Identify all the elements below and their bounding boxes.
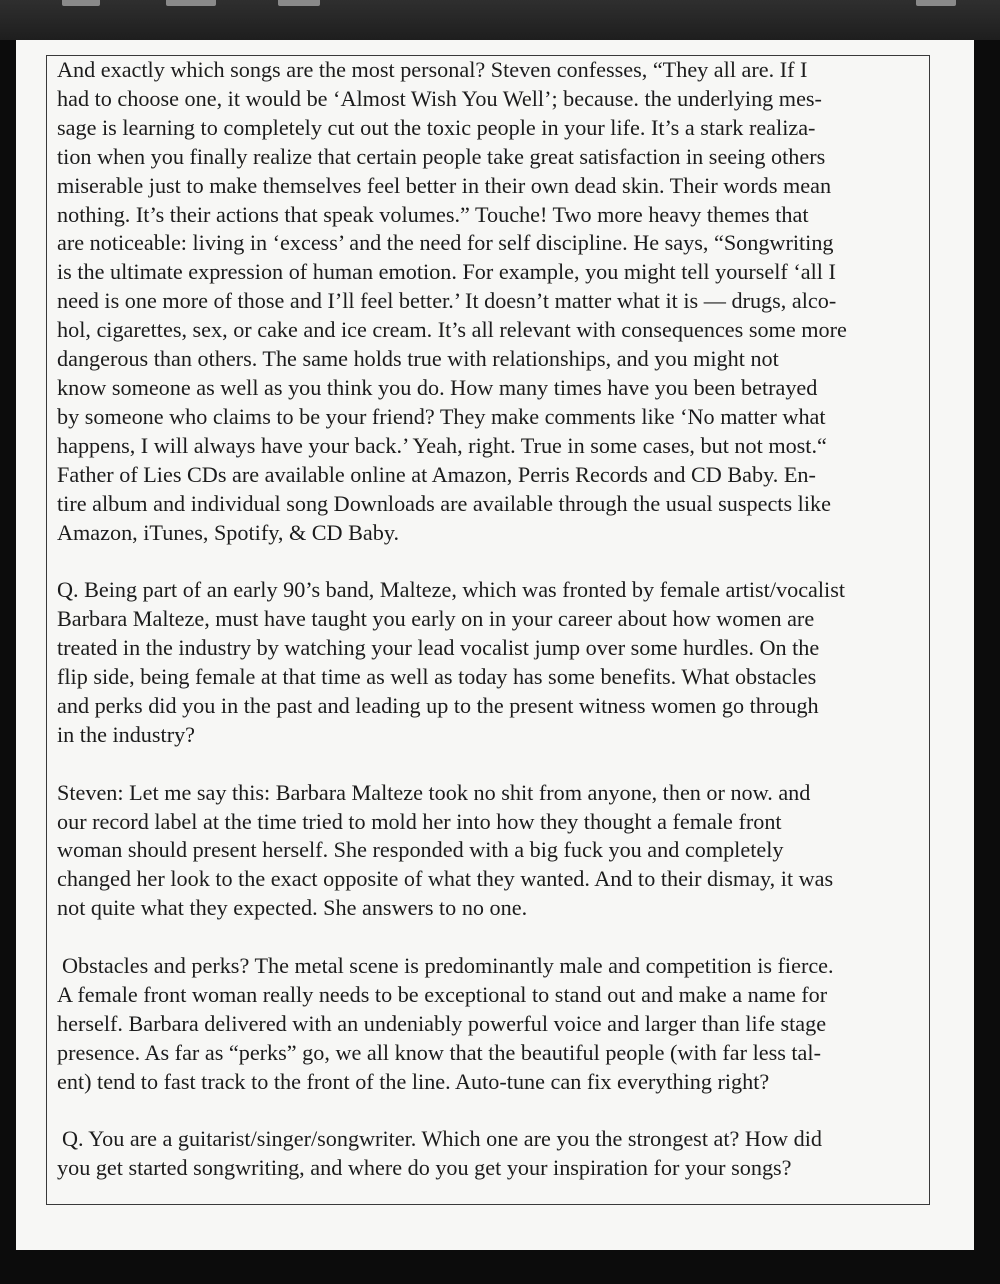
paragraph-answer-steven: [57, 779, 919, 924]
text-line: dangerous than others. The same holds true with relationships, and you might not: [57, 346, 779, 372]
text-line: is the ultimate expression of human emotion. For example, you might tell yourself ‘all I: [57, 259, 836, 285]
text-line: Q. Being part of an early 90’s band, Malteze, which was fronted by female artist/vocalist: [57, 577, 846, 603]
text-line: are noticeable: living in ‘excess’ and the need for self discipline. He says, “Songwriting: [57, 230, 834, 256]
paragraph-question-songwriter: [57, 1125, 919, 1183]
toolbar-columns-icon[interactable]: [166, 0, 216, 6]
text-line: our record label at the time tried to mold her into how they thought a female front: [57, 808, 782, 834]
article-text-frame: [46, 55, 930, 1205]
paragraph-spacer: [57, 923, 919, 952]
text-line: by someone who claims to be your friend? They make comments like ‘No matter what: [57, 403, 826, 429]
text-line: hol, cigarettes, sex, or cake and ice cream. It’s all relevant with consequences some more: [57, 317, 847, 343]
text-line: woman should present herself. She responded with a big fuck you and completely: [57, 837, 784, 863]
document-page: [16, 40, 974, 1250]
top-toolbar: [0, 0, 1000, 40]
text-line: ent) tend to fast track to the front of the line. Auto-tune can fix everything right?: [57, 1068, 770, 1094]
paragraph-obstacles-perks: [57, 952, 919, 1097]
toolbar-bookmark-icon[interactable]: [278, 0, 320, 6]
text-line: tire album and individual song Downloads are available through the usual suspects like: [57, 490, 831, 516]
text-line: changed her look to the exact opposite of what they wanted. And to their dismay, it was: [57, 866, 834, 892]
toolbar-pages-icon[interactable]: [916, 0, 956, 6]
text-line: know someone as well as you think you do. How many times have you been betrayed: [57, 374, 818, 400]
toolbar-menu-icon[interactable]: [62, 0, 100, 6]
text-line: Amazon, iTunes, Spotify, & CD Baby.: [57, 519, 400, 545]
text-line: treated in the industry by watching your lead vocalist jump over some hurdles. On the: [57, 635, 820, 661]
text-line: and perks did you in the past and leading up to the present witness women go through: [57, 692, 819, 718]
text-line: Q. You are a guitarist/singer/songwriter. Which one are you the strongest at? How did: [62, 1126, 822, 1152]
paragraph-spacer: [57, 547, 919, 576]
text-line: need is one more of those and I’ll feel better.’ It doesn’t matter what it is — drugs, alco-: [57, 288, 837, 314]
text-line: sage is learning to completely cut out the toxic people in your life. It’s a stark realiza-: [57, 114, 816, 140]
text-line: Obstacles and perks? The metal scene is predominantly male and competition is fierce.: [62, 953, 834, 979]
text-line: presence. As far as “perks” go, we all know that the beautiful people (with far less tal-: [57, 1039, 821, 1065]
text-line: tion when you finally realize that certain people take great satisfaction in seeing others: [57, 143, 826, 169]
text-line: Steven: Let me say this: Barbara Malteze took no shit from anyone, then or now. and: [57, 779, 811, 805]
text-line: happens, I will always have your back.’ Yeah, right. True in some cases, but not most.“: [57, 432, 827, 458]
paragraph-spacer: [57, 1097, 919, 1126]
text-line: flip side, being female at that time as well as today has some benefits. What obstacles: [57, 664, 817, 690]
paragraph-spacer: [57, 750, 919, 779]
paragraph-personal-songs: [57, 56, 919, 547]
text-line: not quite what they expected. She answers to no one.: [57, 895, 528, 921]
text-line: you get started songwriting, and where do you get your inspiration for your songs?: [57, 1155, 792, 1181]
text-line: Father of Lies CDs are available online at Amazon, Perris Records and CD Baby. En-: [57, 461, 816, 487]
text-line: And exactly which songs are the most personal? Steven confesses, “They all are. If I: [57, 57, 808, 82]
text-line: herself. Barbara delivered with an undeniably powerful voice and larger than life stage: [57, 1010, 827, 1036]
text-line: Barbara Malteze, must have taught you early on in your career about how women are: [57, 606, 815, 632]
text-line: miserable just to make themselves feel better in their own dead skin. Their words mean: [57, 172, 832, 198]
text-line: had to choose one, it would be ‘Almost Wish You Well’; because. the underlying mes-: [57, 85, 822, 111]
paragraph-question-malteze: [57, 576, 919, 749]
text-line: A female front woman really needs to be exceptional to stand out and make a name for: [57, 981, 828, 1007]
text-line: nothing. It’s their actions that speak volumes.” Touche! Two more heavy themes that: [57, 201, 809, 227]
text-line: in the industry?: [57, 721, 196, 747]
